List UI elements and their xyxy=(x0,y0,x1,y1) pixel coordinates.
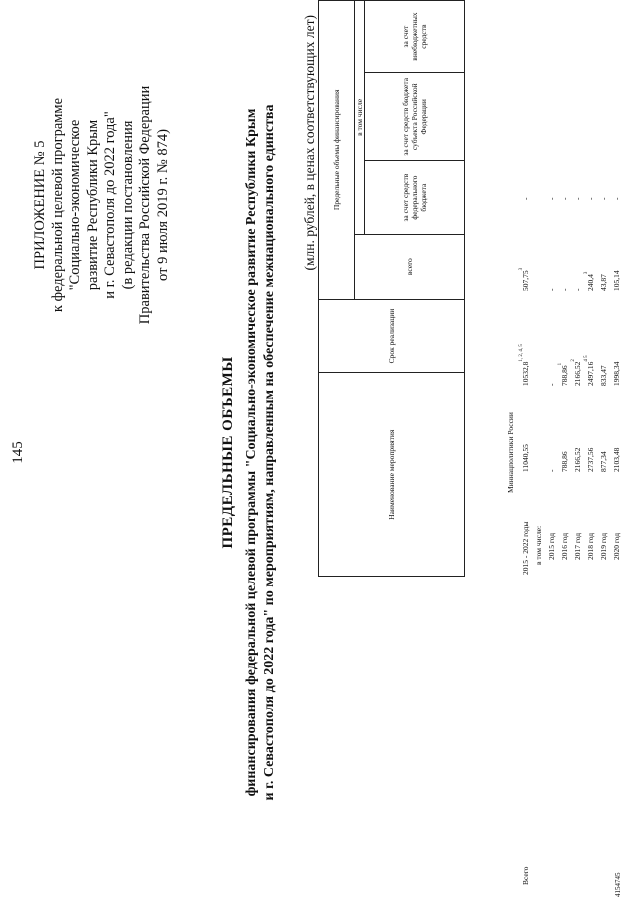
table-row xyxy=(612,0,622,905)
cell-extrabudgetary: - xyxy=(573,197,582,200)
appendix-line: и г. Севастополя до 2022 года" xyxy=(102,111,118,299)
cell-total: - xyxy=(547,469,556,472)
cell-federal: 788,86$^1$ xyxy=(558,362,569,386)
header-name: Наименование мероприятия xyxy=(319,373,465,577)
footnote-marker: 1 xyxy=(558,362,563,366)
header-including: в том числе xyxy=(355,1,365,235)
cell-regional: 240,4$^3$ xyxy=(584,271,595,291)
cell-total: 788,86 xyxy=(560,451,569,472)
header-extrabudgetary: за счет внебюджетных средств xyxy=(365,1,465,73)
cell-regional: 43,87 xyxy=(599,274,608,291)
cell-total: 2103,48 xyxy=(612,447,621,472)
header-limits: Предельные объемы финансирования xyxy=(319,1,355,300)
cell-extrabudgetary: - xyxy=(612,197,621,200)
cell-total: 11040,55 xyxy=(521,444,530,472)
cell-term: 2020 год xyxy=(612,532,621,560)
cell-federal: $2497,16^{4 5}$ xyxy=(584,355,595,386)
table-row xyxy=(534,0,544,905)
header-federal: за счет средств федерального бюджета xyxy=(365,161,465,234)
page-number: 145 xyxy=(10,441,26,464)
cell-federal: 2166,52$^2$ xyxy=(571,359,582,386)
appendix-line: от 9 июля 2019 г. № 874) xyxy=(154,129,171,281)
cell-regional: 507,75$^3$ xyxy=(519,267,530,291)
appendix-line: "Социально-экономическое xyxy=(67,119,83,291)
footnote-marker: 3 xyxy=(584,271,589,275)
table-row xyxy=(521,0,531,905)
appendix-block xyxy=(32,35,172,375)
cell-term: в том числе: xyxy=(534,525,543,565)
cell-term: 2018 год xyxy=(586,532,595,560)
cell-federal: 10532,8$^{1, 2, 4, 5}$ xyxy=(519,344,530,386)
cell-term: 2015 год xyxy=(547,532,556,560)
organization-label: Миннацполитики России xyxy=(506,412,515,493)
footnote-marker: 2 xyxy=(571,359,576,362)
cell-regional: - xyxy=(547,288,556,291)
header-total: всего xyxy=(355,234,465,299)
table-row xyxy=(573,0,583,905)
cell-regional: - xyxy=(573,288,582,291)
header-regional: за счет средств бюджета субъекта Российской Федерации xyxy=(365,73,465,161)
cell-term: 2019 год xyxy=(599,532,608,560)
funding-table-header xyxy=(318,0,465,577)
appendix-line: Правительства Российской Федерации xyxy=(137,85,153,325)
appendix-line: к федеральной целевой программе xyxy=(49,97,66,313)
document-code: 4154745 xyxy=(614,872,622,897)
table-row xyxy=(599,0,609,905)
footnote-marker: 4 5 xyxy=(584,355,589,362)
footnote-marker: 3 xyxy=(519,267,524,271)
appendix-line: (в редакции постановления xyxy=(119,120,136,290)
cell-extrabudgetary: - xyxy=(560,197,569,200)
cell-federal: 1998,34 xyxy=(612,361,621,386)
appendix-line: развитие Республики Крым xyxy=(84,119,101,291)
total-label: Всего xyxy=(521,866,530,885)
table-row xyxy=(586,0,596,905)
footnote-marker: 1, 2, 4, 5 xyxy=(519,344,524,362)
cell-extrabudgetary: - xyxy=(599,197,608,200)
cell-total: 877,34 xyxy=(599,451,608,472)
document-title: ПРЕДЕЛЬНЫЕ ОБЪЕМЫ xyxy=(220,356,236,549)
cell-extrabudgetary: - xyxy=(547,197,556,200)
subtitle-line-2: и г. Севастополя до 2022 года" по мероприятиям, направленным на обеспечение межнационального единства xyxy=(262,104,277,801)
cell-extrabudgetary: - xyxy=(586,197,595,200)
cell-total: 2737,56 xyxy=(586,447,595,472)
cell-federal: - xyxy=(547,383,556,386)
document-subtitle xyxy=(243,0,279,905)
cell-term: 2016 год xyxy=(560,532,569,560)
cell-federal: 833,47 xyxy=(599,365,608,386)
subtitle-line-1: финансирования федеральной целевой программы "Социально-экономическое развитие Республики Крым xyxy=(244,108,259,797)
header-term: Срок реализации xyxy=(319,299,465,373)
table-row xyxy=(560,0,570,905)
cell-extrabudgetary: - xyxy=(521,197,530,200)
table-row xyxy=(547,0,557,905)
cell-total: 2166,52 xyxy=(573,447,582,472)
cell-term: 2015 - 2022 годы xyxy=(521,521,530,575)
cell-term: 2017 год xyxy=(573,532,582,560)
units-note: (млн. рублей, в ценах соответствующих лет) xyxy=(302,15,317,271)
cell-regional: 105,14 xyxy=(612,270,621,291)
cell-regional: - xyxy=(560,288,569,291)
appendix-line: ПРИЛОЖЕНИЕ № 5 xyxy=(32,140,48,270)
